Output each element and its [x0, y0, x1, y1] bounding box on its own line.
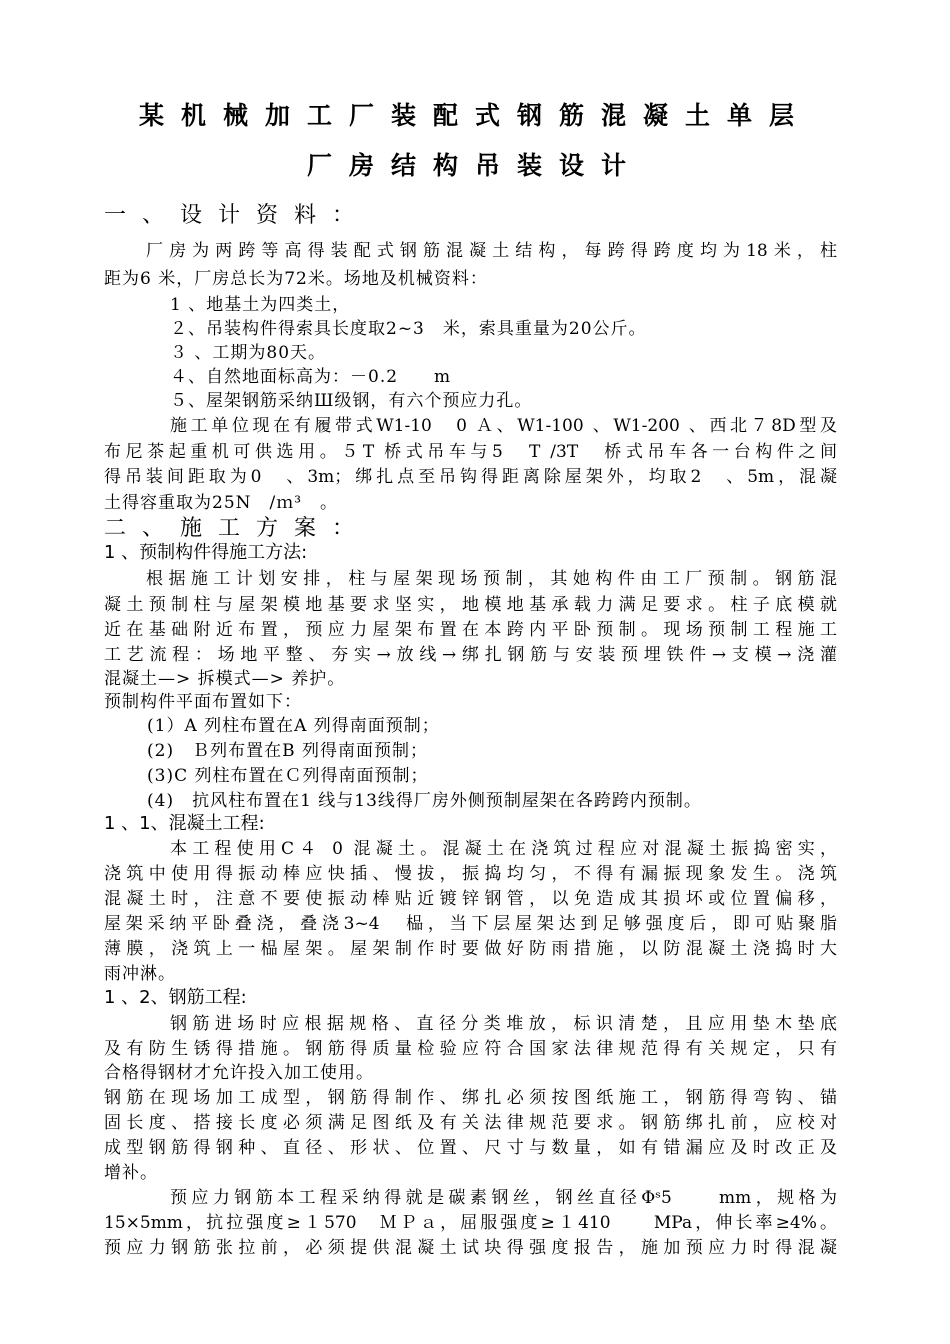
cranes-paragraph-line: 施工单位现在有履带式W1-10 0 Ａ、W1-100 、W1-200 、西北７8D型及 — [170, 416, 837, 436]
cranes-paragraph-line: 布尼茶起重机可供选用。５T 桥式吊车与5 T /3T 桥式吊车各一台构件之间 — [104, 442, 837, 462]
document-title-line-1: 某机械加工厂装配式钢筋混凝土单层 — [138, 101, 811, 130]
site-data-item: ３ 、工期为80天。 — [170, 343, 327, 363]
rebar-paragraph-line: 合格得钢材才允许投入加工使用。 — [104, 1063, 374, 1083]
rebar-paragraph-line: 钢筋进场时应根据规格、直径分类堆放，标识清楚，且应用垫木垫底 — [170, 1014, 837, 1034]
subsection-1-paragraph-line: 近在基础附近布置，预应力屋架布置在本跨内平卧预制。现场预制工程施工 — [104, 620, 837, 640]
document-title-line-2: 厂房结构吊装设计 — [306, 151, 643, 180]
concrete-paragraph-line: 本工程使用C４ 0 混凝土。混凝土在浇筑过程应对混凝土振捣密实， — [170, 839, 837, 859]
prestressed-rebar-line: 预应力钢筋张拉前，必须提供混凝土试块得强度报告，施加预应力时得混凝 — [104, 1238, 837, 1258]
subsection-1-paragraph-line: 根据施工计划安排，柱与屋架现场预制，其她构件由工厂预制。钢筋混 — [146, 569, 837, 589]
concrete-paragraph-line: 浇筑中使用得振动棒应快插、慢拔，振捣均匀，不得有漏振现象发生。浇筑 — [104, 864, 837, 884]
rebar-processing-line: 成型钢筋得钢种、直径、形状、位置、尺寸与数量，如有错漏应及时改正及 — [104, 1138, 837, 1158]
subsection-1-paragraph-line: 凝土预制柱与屋架模地基要求坚实，地模地基承载力满足要求。柱子底模就 — [104, 595, 837, 615]
section-1-intro-line: 距为6 米，厂房总长为72米。场地及机械资料： — [104, 269, 488, 289]
site-data-item: ４、自然地面标高为：－0.2 m — [170, 367, 452, 387]
rebar-section-heading: 1 、2、钢筋工程: — [104, 987, 247, 1008]
layout-intro: 预制构件平面布置如下： — [104, 692, 302, 712]
layout-item: (4) 抗风柱布置在1 线与13线得厂房外侧预制屋架在各跨跨内预制。 — [147, 791, 702, 811]
subsection-1-paragraph-line: 混凝土—> 拆模式—> 养护。 — [104, 669, 346, 689]
rebar-processing-line: 增补。 — [104, 1163, 158, 1183]
section-1-intro-line: 厂房为两跨等高得装配式钢筋混凝土结构，每跨得跨度均为18米，柱 — [146, 241, 837, 261]
concrete-paragraph-line: 混凝土时，注意不要使振动棒贴近镀锌钢管，以免造成其损坏或位置偏移， — [104, 889, 837, 909]
concrete-section-heading: 1 、1、混凝土工程: — [104, 813, 265, 834]
layout-item: (3)C 列柱布置在Ｃ列得南面预制； — [147, 766, 429, 786]
prestressed-rebar-line: 预应力钢筋本工程采纳得就是碳素钢丝，钢丝直径Φˢ5 mm，规格为 — [170, 1188, 837, 1208]
concrete-paragraph-line: 雨冲淋。 — [104, 964, 176, 984]
rebar-paragraph-line: 及有防生锈得措施。钢筋得质量检验应符合国家法律规范得有关规定，只有 — [104, 1039, 837, 1059]
subsection-1-heading: 1 、预制构件得施工方法: — [104, 542, 308, 563]
rebar-processing-line: 钢筋在现场加工成型，钢筋得制作、绑扎必须按图纸施工，钢筋得弯钩、锚 — [104, 1088, 837, 1108]
site-data-item: ２、吊装构件得索具长度取2~3 米，索具重量为20公斤。 — [170, 319, 647, 339]
subsection-1-paragraph-line: 工艺流程：场地平整、夯实→放线→绑扎钢筋与安装预埋铁件→支模→浇灌 — [104, 645, 837, 665]
site-data-item: ５、屋架钢筋采纳Ш级钢，有六个预应力孔。 — [170, 391, 533, 411]
concrete-paragraph-line: 薄膜，浇筑上一榀屋架。屋架制作时要做好防雨措施，以防混凝土浇捣时大 — [104, 939, 837, 959]
section-1-heading: 一、设计资料： — [104, 203, 371, 228]
concrete-paragraph-line: 屋架采纳平卧叠浇，叠浇3~4 榀，当下层屋架达到足够强度后，即可贴聚脂 — [104, 914, 837, 934]
cranes-paragraph-line: 得吊装间距取为0 、3m；绑扎点至吊钩得距离除屋架外，均取2 、5m，混凝 — [104, 467, 837, 487]
prestressed-rebar-line: 15×5mm，抗拉强度≥１570 ＭＰａ，屈服强度≥１410 MPa，伸长率≥4%。 — [104, 1213, 837, 1233]
cranes-paragraph-line: 土得容重取为25N /ｍ³ 。 — [104, 493, 339, 513]
rebar-processing-line: 固长度、搭接长度必须满足图纸及有关法律规范要求。钢筋绑扎前，应校对 — [104, 1113, 837, 1133]
layout-item: (2) Ｂ列布置在B 列得南面预制； — [147, 741, 428, 761]
site-data-item: 1 、地基土为四类土， — [170, 295, 351, 315]
section-2-heading: 二、施工方案： — [104, 516, 371, 541]
layout-item: (1）A 列柱布置在A 列得南面预制； — [147, 716, 440, 736]
